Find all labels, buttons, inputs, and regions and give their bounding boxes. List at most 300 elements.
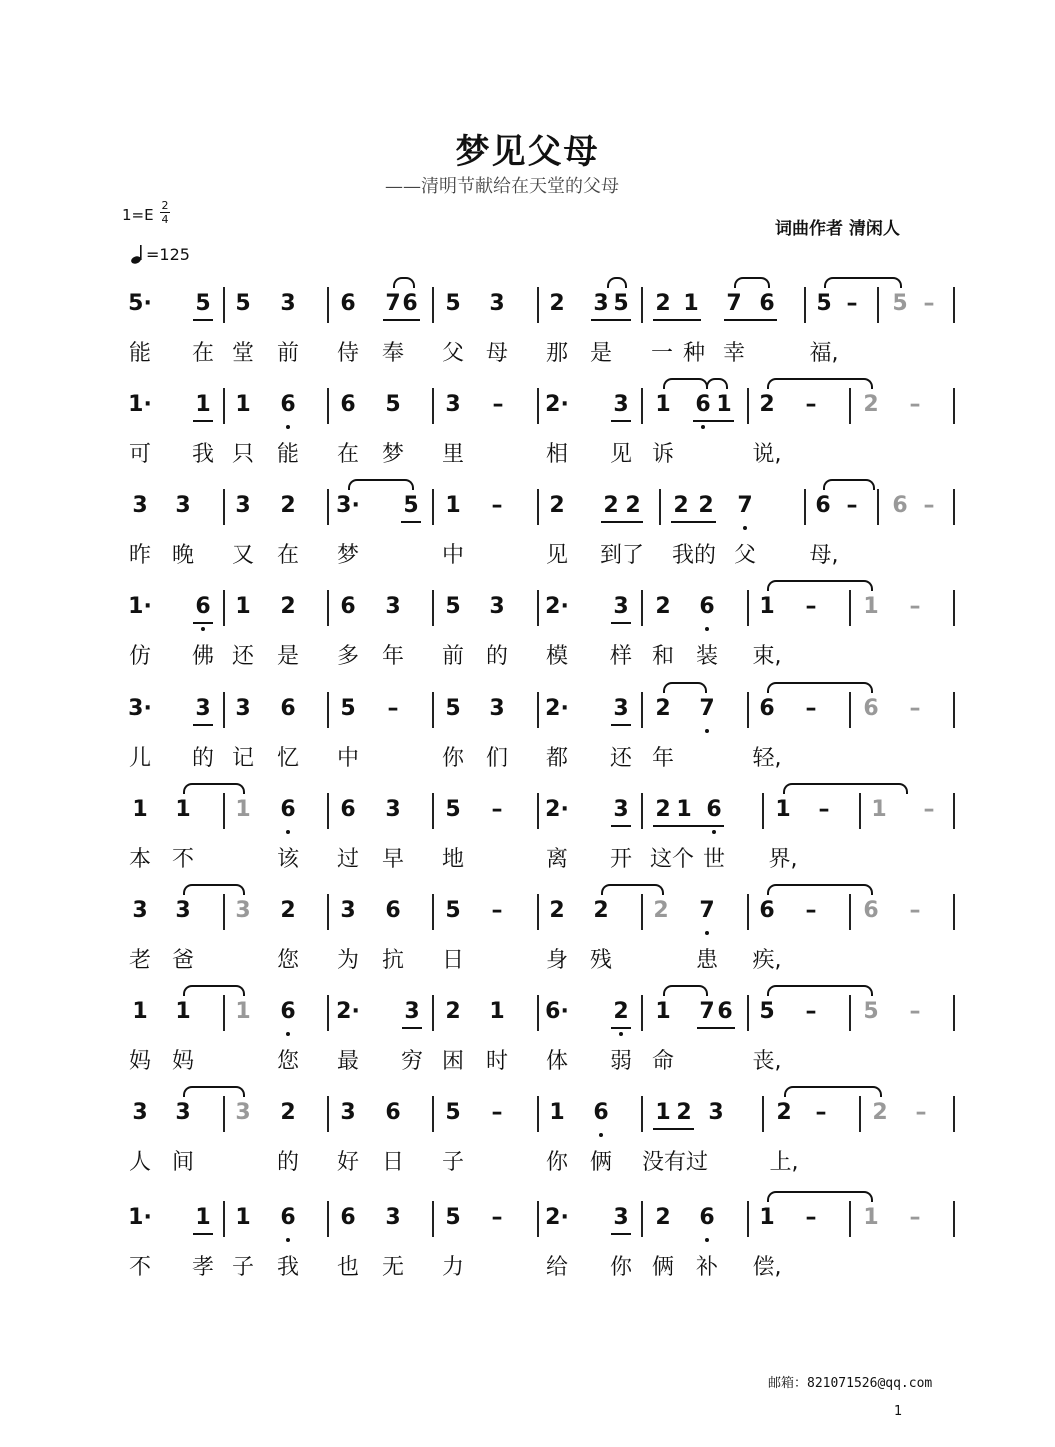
underline [611,825,631,827]
barline [641,1096,643,1132]
note: 5 [340,696,356,721]
note: – [818,797,830,822]
slur [767,682,873,693]
note: 3 [385,1205,401,1230]
note: 3 [385,797,401,822]
lyric-syllable: 中 [336,746,360,771]
barline [537,287,539,323]
underline [611,420,631,422]
lyric-syllable: 好 [336,1150,360,1175]
note: 3 [613,392,629,417]
underline [611,1027,631,1029]
note: – [815,1100,827,1125]
underline [611,622,631,624]
note: 2 [776,1100,792,1125]
octave-dot [286,425,290,429]
barline [641,590,643,626]
lyric-syllable: 的 [276,1150,300,1175]
note: – [805,392,817,417]
slur [601,884,664,895]
note: 5 [235,291,251,316]
lyric-syllable: 日 [381,1150,405,1175]
barline [859,1096,861,1132]
score-line [0,999,1055,1089]
note: 1 [655,999,671,1024]
barline [537,388,539,424]
note: 7 [385,291,401,316]
barline [849,388,851,424]
barline [327,793,329,829]
note: 2 [613,999,629,1024]
slur [706,378,728,389]
note: 6 [863,696,879,721]
note: 1 [132,999,148,1024]
lyric-syllable: 都 [545,746,569,771]
note: 1 [775,797,791,822]
barline [877,287,879,323]
note: 5 [445,797,461,822]
lyric-syllable: 妈 [171,1049,195,1074]
note: – [915,1100,927,1125]
slur [183,985,245,996]
note: 5 [863,999,879,1024]
note: – [492,392,504,417]
lyric-syllable: 在 [191,341,215,366]
note: – [387,696,399,721]
score-line [0,696,1055,786]
note: 6 [699,594,715,619]
slur [824,277,902,288]
lyric-syllable: 里 [441,442,465,467]
barline [953,388,955,424]
barline [432,1096,434,1132]
lyric-syllable: 没有过 [641,1150,709,1175]
note: 6 [280,999,296,1024]
barline [432,590,434,626]
barline [327,995,329,1031]
barline [327,1096,329,1132]
lyric-syllable: 前 [441,644,465,669]
octave-dot [619,1032,623,1036]
note: 2· [545,594,569,619]
note: 6· [545,999,569,1024]
note: 6 [340,594,356,619]
underline [401,521,421,523]
barline [641,995,643,1031]
lyric-syllable: 是 [276,644,300,669]
lyric-syllable: 开 [609,847,633,872]
slur [393,277,415,288]
lyric-syllable: 装 [695,644,719,669]
lyric-syllable: 到了 [599,543,645,568]
barline [849,995,851,1031]
note: 1 [235,392,251,417]
barline [762,1096,764,1132]
barline [327,894,329,930]
underline [193,622,213,624]
note: 2 [549,898,565,923]
lyric-syllable: 种 [682,341,706,366]
slur [663,985,708,996]
note: 5 [445,1205,461,1230]
note: 2 [280,898,296,923]
note: 1 [759,594,775,619]
lyric-syllable: 不 [128,1255,152,1280]
barline [537,590,539,626]
barline [537,995,539,1031]
note: 5 [445,594,461,619]
barline [747,1201,749,1237]
lyric-syllable: 诉 [651,442,675,467]
lyric-syllable: 你 [609,1255,633,1280]
score-line [0,797,1055,887]
note: – [491,1205,503,1230]
underline [697,1027,735,1029]
note: 1 [655,1100,671,1125]
underline [653,1128,694,1130]
note: 6 [340,392,356,417]
barline [327,1201,329,1237]
note: 2 [625,493,641,518]
note: 6 [695,392,711,417]
lyric-syllable: 穷 [400,1049,424,1074]
note: 7 [699,696,715,721]
note: 1 [235,999,251,1024]
lyric-syllable: 时 [485,1049,509,1074]
score-line [0,291,1055,381]
note: 5 [445,291,461,316]
quarter-note-icon [130,244,146,264]
barline [432,388,434,424]
slur [767,985,873,996]
lyric-syllable: 儿 [128,746,152,771]
barline [804,287,806,323]
octave-dot [201,627,205,631]
lyric-syllable: 年 [651,746,675,771]
underline [653,825,724,827]
note: 3· [336,493,360,518]
lyric-syllable: 命 [651,1049,675,1074]
barline [432,793,434,829]
note: 3 [235,1100,251,1125]
note: 6 [385,898,401,923]
note: 5 [892,291,908,316]
underline [611,724,631,726]
note: 1 [549,1100,565,1125]
octave-dot [701,425,705,429]
note: 5 [759,999,775,1024]
note: 6 [699,1205,715,1230]
lyric-syllable: 爸 [171,948,195,973]
lyric-syllable: 的 [485,644,509,669]
barline [327,590,329,626]
lyric-syllable: 奉 [381,341,405,366]
octave-dot [705,627,709,631]
lyric-syllable: 也 [336,1255,360,1280]
note: – [923,493,935,518]
note: 6 [280,797,296,822]
note: 2 [280,1100,296,1125]
note: 6 [280,1205,296,1230]
note: 3 [489,291,505,316]
underline [193,724,213,726]
lyric-syllable: 见 [545,543,569,568]
note: 6 [340,1205,356,1230]
note: – [491,898,503,923]
note: 1 [676,797,692,822]
lyric-syllable: 丧, [752,1049,782,1074]
barline [641,1201,643,1237]
lyric-syllable: 一 [650,341,674,366]
lyric-syllable: 老 [128,948,152,973]
barline [849,590,851,626]
slur [183,783,245,794]
note: 3 [132,898,148,923]
note: 2 [653,898,669,923]
note: – [805,1205,817,1230]
barline [804,489,806,525]
lyric-syllable: 为 [336,948,360,973]
lyric-syllable: 又 [231,543,255,568]
note: 6 [759,898,775,923]
lyric-syllable: 无 [381,1255,405,1280]
octave-dot [705,729,709,733]
lyric-syllable: 我 [276,1255,300,1280]
barline [223,287,225,323]
note: 6 [706,797,722,822]
barline [537,489,539,525]
slur [663,378,708,389]
octave-dot [286,830,290,834]
note: 1 [863,1205,879,1230]
note: 2 [676,1100,692,1125]
lyric-syllable: 佛 [191,644,215,669]
note: 3 [613,1205,629,1230]
lyric-syllable: 幸 [722,341,746,366]
note: 2· [545,696,569,721]
barline [223,489,225,525]
note: 6 [280,696,296,721]
note: 6 [402,291,418,316]
note: 3 [195,696,211,721]
note: 1 [235,1205,251,1230]
lyric-syllable: 俩 [589,1150,613,1175]
note: – [805,696,817,721]
note: 1 [759,1205,775,1230]
barline [849,894,851,930]
barline [747,894,749,930]
lyric-syllable: 孝 [191,1255,215,1280]
barline [877,489,879,525]
lyric-syllable: 这个 [649,847,695,872]
contact-email: 邮箱：821071526@qq.com [768,1376,933,1391]
note: 3 [132,493,148,518]
slur [607,277,627,288]
barline [953,489,955,525]
note: 6 [385,1100,401,1125]
barline [747,590,749,626]
lyric-syllable: 人 [128,1150,152,1175]
barline [953,1096,955,1132]
barline [641,287,643,323]
lyric-syllable: 您 [276,948,300,973]
lyric-syllable: 年 [381,644,405,669]
note: 3 [613,696,629,721]
note: 1 [175,999,191,1024]
score-line [0,392,1055,482]
barline [641,793,643,829]
note: – [909,898,921,923]
octave-dot [712,830,716,834]
tempo-value: =125 [146,245,190,264]
note: – [805,594,817,619]
note: 6 [340,291,356,316]
note: – [909,392,921,417]
key-signature: 1=E [122,206,154,224]
lyric-syllable: 间 [171,1150,195,1175]
barline [953,995,955,1031]
slur [663,682,707,693]
barline [849,692,851,728]
note: 2· [545,797,569,822]
barline [537,894,539,930]
note: 6 [759,696,775,721]
lyric-syllable: 只 [231,442,255,467]
barline [849,1201,851,1237]
note: 2 [655,797,671,822]
time-denominator: 4 [161,213,169,226]
barline [762,793,764,829]
lyric-syllable: 父 [441,341,465,366]
note: 1 [132,797,148,822]
note: 3 [708,1100,724,1125]
barline [953,894,955,930]
lyric-syllable: 轻, [752,746,782,771]
note: 6 [195,594,211,619]
barline [223,894,225,930]
lyric-syllable: 偿, [752,1255,782,1280]
octave-dot [599,1133,603,1137]
note: – [923,797,935,822]
song-subtitle: ——清明节献给在天堂的父母 [385,176,619,197]
note: 2 [655,594,671,619]
note: 2 [445,999,461,1024]
lyric-syllable: 力 [441,1255,465,1280]
note: 2 [549,291,565,316]
lyric-syllable: 忆 [276,746,300,771]
lyric-syllable: 能 [128,341,152,366]
note: 6 [717,999,733,1024]
lyric-syllable: 晚 [171,543,195,568]
score-line [0,594,1055,684]
barline [223,1096,225,1132]
lyric-syllable: 样 [609,644,633,669]
note: 3 [404,999,420,1024]
underline [693,420,734,422]
note: 7 [737,493,753,518]
lyric-syllable: 束, [752,644,782,669]
barline [859,793,861,829]
barline [537,692,539,728]
barline [327,287,329,323]
score-line [0,493,1055,583]
barline [659,489,661,525]
note: 2 [549,493,565,518]
lyric-syllable: 日 [441,948,465,973]
note: 5 [816,291,832,316]
note: 2 [673,493,689,518]
lyric-syllable: 可 [128,442,152,467]
note: – [491,797,503,822]
barline [432,287,434,323]
barline [537,793,539,829]
slur [823,479,875,490]
lyric-syllable: 在 [276,543,300,568]
slur [183,1086,245,1097]
note: 3 [175,1100,191,1125]
barline [747,995,749,1031]
octave-dot [286,1238,290,1242]
lyric-syllable: 过 [336,847,360,872]
underline [671,521,716,523]
barline [223,1201,225,1237]
lyric-syllable: 还 [231,644,255,669]
barline [432,894,434,930]
lyric-syllable: 的 [191,746,215,771]
lyric-syllable: 上, [769,1150,799,1175]
lyric-syllable: 早 [381,847,405,872]
note: 2 [655,291,671,316]
lyric-syllable: 仿 [128,644,152,669]
score-line [0,1205,1055,1295]
barline [223,793,225,829]
lyric-syllable: 本 [128,847,152,872]
lyric-syllable: 梦 [381,442,405,467]
lyric-syllable: 子 [231,1255,255,1280]
lyric-syllable: 您 [276,1049,300,1074]
barline [953,590,955,626]
lyric-syllable: 昨 [128,543,152,568]
barline [641,894,643,930]
lyric-syllable: 是 [589,341,613,366]
score-line [0,1100,1055,1190]
note: 1 [655,392,671,417]
note: 3 [235,493,251,518]
lyric-syllable: 相 [545,442,569,467]
lyric-syllable: 中 [441,543,465,568]
note: 6 [863,898,879,923]
underline [653,319,701,321]
note: 3 [489,594,505,619]
lyric-syllable: 们 [485,746,509,771]
song-title: 梦见父母 [455,132,600,172]
note: 3 [340,898,356,923]
note: 6 [340,797,356,822]
octave-dot [705,1238,709,1242]
note: 5· [128,291,152,316]
underline [601,521,643,523]
slur [767,378,873,389]
slur [767,1191,873,1202]
barline [432,489,434,525]
note: 3 [340,1100,356,1125]
lyric-syllable: 多 [336,644,360,669]
lyric-syllable: 该 [276,847,300,872]
note: 1 [235,594,251,619]
lyric-syllable: 我的 [671,543,717,568]
note: 2 [655,696,671,721]
note: – [909,1205,921,1230]
